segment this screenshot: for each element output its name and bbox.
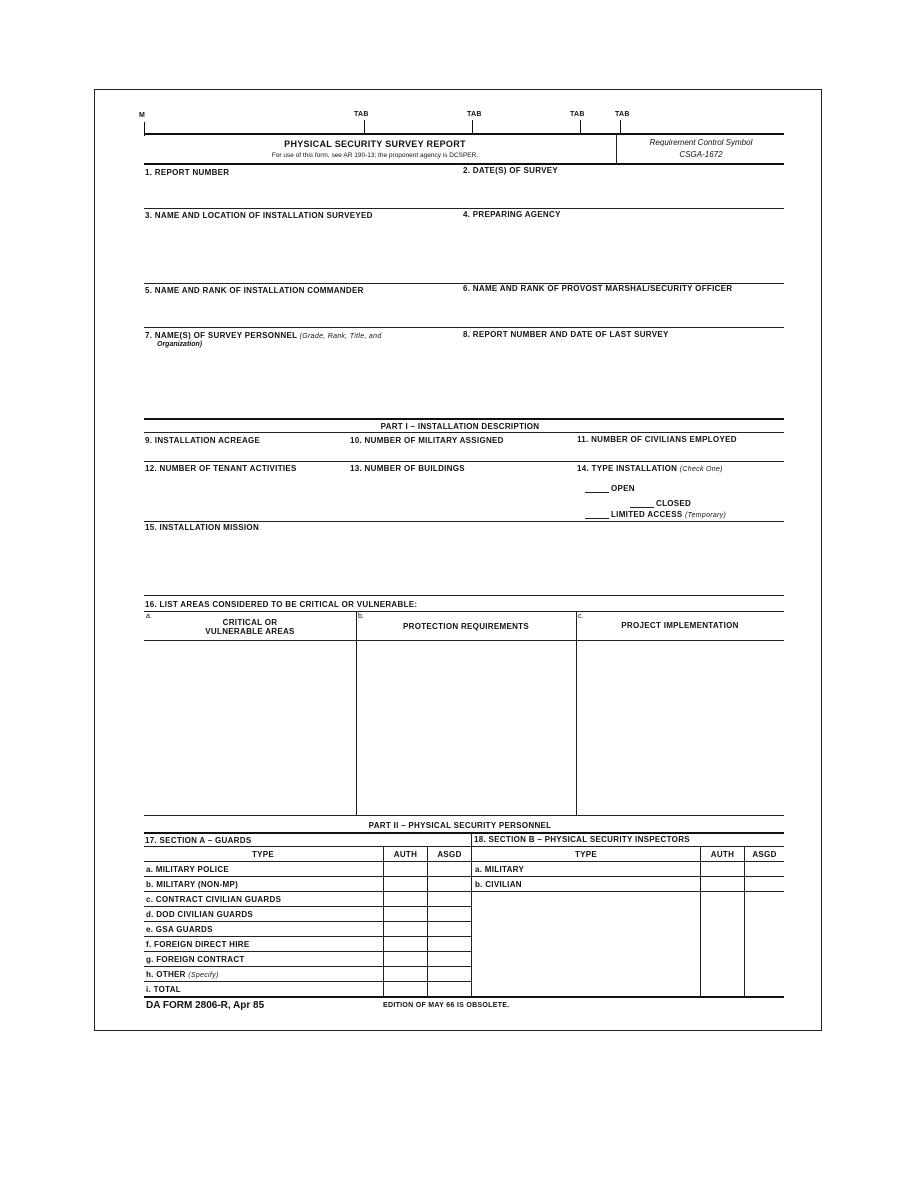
open-option-label: OPEN xyxy=(611,484,635,493)
closed-option-label: CLOSED xyxy=(656,499,692,508)
header-rule xyxy=(144,163,784,165)
rcs-divider xyxy=(616,134,617,164)
row-rule-3 xyxy=(144,906,471,907)
col-a-letter: a. xyxy=(146,613,152,620)
survey-date-label: 2. DATE(S) OF SURVEY xyxy=(463,166,559,175)
last-survey-label: 8. REPORT NUMBER AND DATE OF LAST SURVEY xyxy=(463,330,669,339)
part1-rule-2 xyxy=(144,432,784,433)
section-rule xyxy=(144,846,784,847)
guards-type-header: TYPE xyxy=(251,850,275,859)
rule-5 xyxy=(144,521,784,522)
installation-name-location-label: 3. NAME AND LOCATION OF INSTALLATION SURVEYED xyxy=(145,211,373,220)
limited-access-note: (Temporary) xyxy=(685,512,727,519)
closed-option[interactable] xyxy=(630,499,691,508)
guards-asgd-header: ASGD xyxy=(437,850,462,859)
tab-label-1: TAB xyxy=(354,111,369,118)
survey-personnel-note: (Grade, Rank, Title, and xyxy=(299,333,382,340)
inspectors-asgd-divider xyxy=(744,846,745,996)
survey-personnel-label xyxy=(145,331,382,340)
protection-requirements-entry[interactable] xyxy=(357,641,576,814)
col-a-header-1: CRITICAL OR xyxy=(222,618,278,627)
guards-auth-header: AUTH xyxy=(393,850,418,859)
part1-rule xyxy=(144,418,784,420)
tab-label-3: TAB xyxy=(570,111,585,118)
guard-row-military-non-mp: b. MILITARY (NON-MP) xyxy=(146,880,239,889)
col-b-letter: b. xyxy=(358,613,364,620)
tab-label-m: M xyxy=(139,112,146,119)
guard-row-contract-civilian: c. CONTRACT CIVILIAN GUARDS xyxy=(146,895,282,904)
rule-6 xyxy=(144,595,784,596)
col-c-header: PROJECT IMPLEMENTATION xyxy=(621,621,739,630)
guard-row-dod-civilian: d. DOD CIVILIAN GUARDS xyxy=(146,910,254,919)
edition-note: EDITION OF MAY 66 IS OBSOLETE. xyxy=(383,1002,510,1009)
tab-label-4: TAB xyxy=(615,111,630,118)
section-a-label: 17. SECTION A – GUARDS xyxy=(145,836,252,845)
tab-tick-3 xyxy=(580,120,581,134)
rcs-value: CSGA-1672 xyxy=(679,150,723,159)
col-c-letter: c. xyxy=(578,613,584,620)
tenant-activities-label: 12. NUMBER OF TENANT ACTIVITIES xyxy=(145,464,297,473)
project-implementation-entry[interactable] xyxy=(577,641,784,814)
guard-row-foreign-contract: g. FOREIGN CONTRACT xyxy=(146,955,245,964)
critical-areas-label: 16. LIST AREAS CONSIDERED TO BE CRITICAL OR VULNERABLE: xyxy=(145,600,418,609)
part2-rule xyxy=(144,832,784,834)
tab-tick-m xyxy=(144,122,145,136)
tab-tick-4 xyxy=(620,120,621,134)
survey-personnel-label-text: 7. NAME(S) OF SURVEY PERSONNEL xyxy=(145,331,298,340)
col-b-header: PROTECTION REQUIREMENTS xyxy=(402,622,530,631)
row-rule-6 xyxy=(144,951,471,952)
limited-access-label: LIMITED ACCESS xyxy=(611,510,683,519)
guard-row-other: h. OTHER xyxy=(146,970,186,979)
civilians-employed-label: 11. NUMBER OF CIVILIANS EMPLOYED xyxy=(577,435,737,444)
guard-row-foreign-direct-hire: f. FOREIGN DIRECT HIRE xyxy=(146,940,250,949)
commander-name-rank-label: 5. NAME AND RANK OF INSTALLATION COMMANDER xyxy=(145,286,364,295)
guard-row-total: i. TOTAL xyxy=(146,985,181,994)
tab-tick-2 xyxy=(472,120,473,134)
form-subtitle: For use of this form, see AR 190-13; the proponent agency is DCSPER. xyxy=(271,152,479,159)
open-option[interactable] xyxy=(585,484,635,493)
provost-marshal-label: 6. NAME AND RANK OF PROVOST MARSHAL/SECURITY OFFICER xyxy=(463,284,733,293)
personnel-header-rule xyxy=(144,861,784,862)
part2-heading: PART II – PHYSICAL SECURITY PERSONNEL xyxy=(368,821,552,830)
type-installation-note: (Check One) xyxy=(679,466,723,473)
rule-4 xyxy=(144,461,784,462)
tab-label-2: TAB xyxy=(467,111,482,118)
report-number-label: 1. REPORT NUMBER xyxy=(145,168,230,177)
guard-row-other-note: (Specify) xyxy=(188,972,219,979)
inspectors-type-header: TYPE xyxy=(574,850,598,859)
tab-marker-bar xyxy=(144,133,784,135)
survey-personnel-note-2: Organization) xyxy=(157,341,203,348)
preparing-agency-label: 4. PREPARING AGENCY xyxy=(463,210,561,219)
type-installation-label: 14. TYPE INSTALLATION xyxy=(577,464,678,473)
row-rule-5 xyxy=(144,936,471,937)
guard-row-gsa: e. GSA GUARDS xyxy=(146,925,213,934)
critical-bottom-rule xyxy=(144,815,784,816)
rcs-label: Requirement Control Symbol xyxy=(649,138,753,147)
buildings-label: 13. NUMBER OF BUILDINGS xyxy=(350,464,465,473)
inspector-row-civilian: b. CIVILIAN xyxy=(475,880,522,889)
row-rule-1 xyxy=(144,876,784,877)
rule-3 xyxy=(144,327,784,328)
form-title: PHYSICAL SECURITY SURVEY REPORT xyxy=(284,139,466,149)
form-number: DA FORM 2806-R, Apr 85 xyxy=(146,1000,265,1011)
inspectors-auth-header: AUTH xyxy=(710,850,735,859)
critical-areas-entry[interactable] xyxy=(144,641,356,814)
tab-tick-1 xyxy=(364,120,365,134)
inspectors-asgd-header: ASGD xyxy=(752,850,777,859)
footer-rule xyxy=(144,996,784,998)
col-a-header-2: VULNERABLE AREAS xyxy=(205,627,295,636)
row-rule-7 xyxy=(144,966,471,967)
row-rule-4 xyxy=(144,921,471,922)
inspectors-auth-divider xyxy=(700,846,701,996)
rule-1 xyxy=(144,208,784,209)
military-assigned-label: 10. NUMBER OF MILITARY ASSIGNED xyxy=(350,436,504,445)
limited-access-option[interactable] xyxy=(585,510,726,519)
section-b-label: 18. SECTION B – PHYSICAL SECURITY INSPECTORS xyxy=(474,835,690,844)
form-frame xyxy=(94,89,822,1031)
part1-heading: PART I – INSTALLATION DESCRIPTION xyxy=(380,422,540,431)
inspector-row-military: a. MILITARY xyxy=(475,865,525,874)
row-rule-2 xyxy=(144,891,784,892)
acreage-label: 9. INSTALLATION ACREAGE xyxy=(145,436,261,445)
rule-7 xyxy=(144,611,784,612)
row-rule-8 xyxy=(144,981,471,982)
installation-mission-label: 15. INSTALLATION MISSION xyxy=(145,523,260,532)
guard-row-military-police: a. MILITARY POLICE xyxy=(146,865,230,874)
